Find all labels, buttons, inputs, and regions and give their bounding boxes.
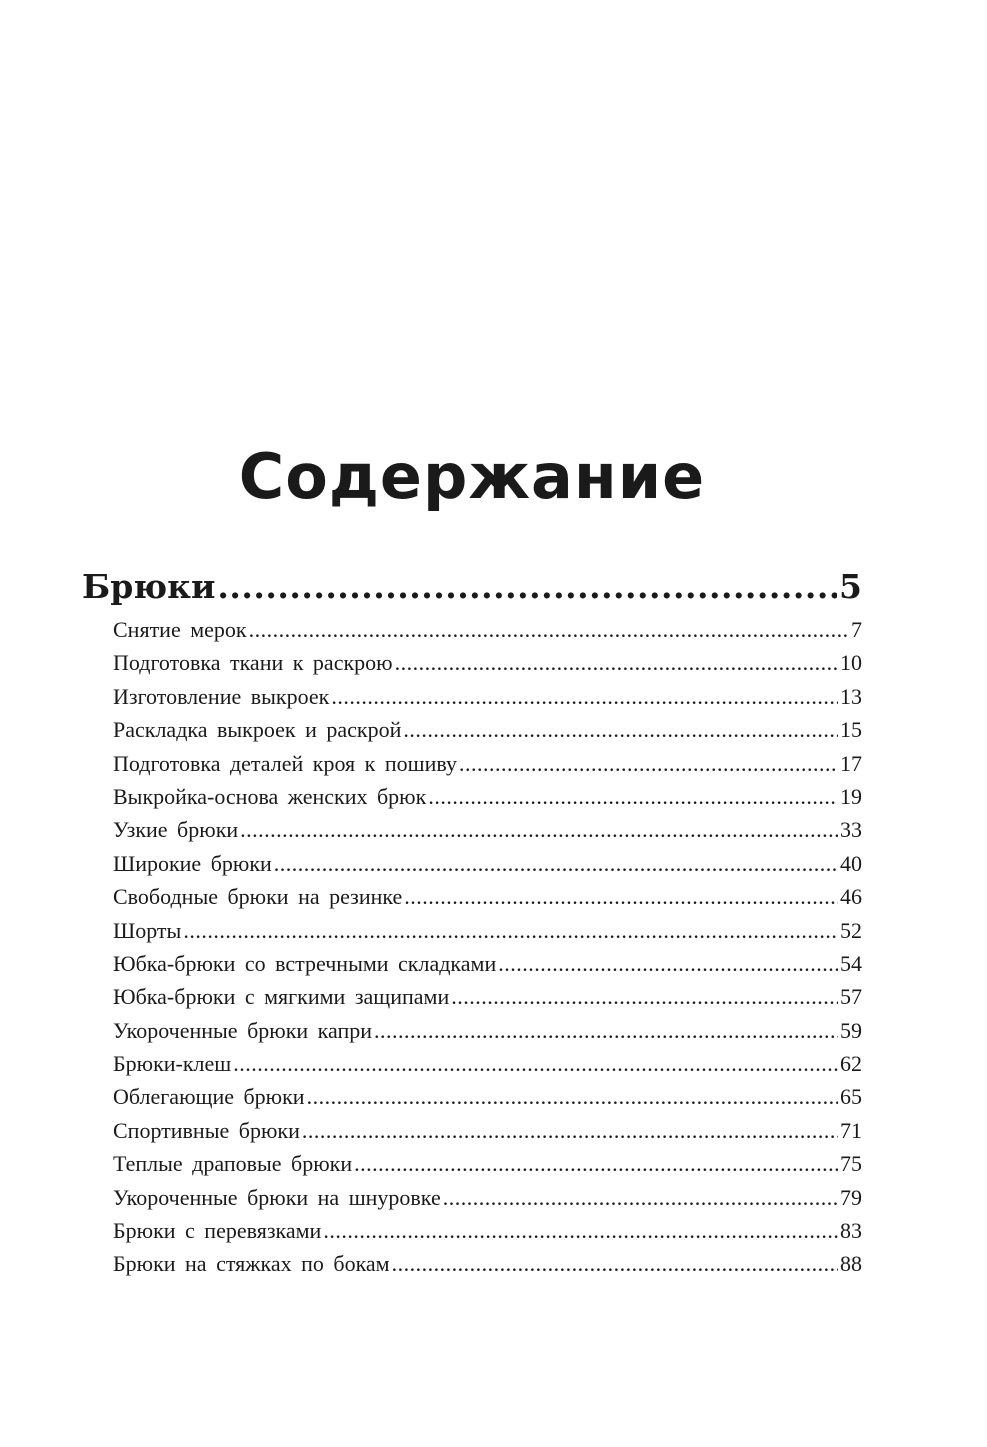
- toc-section-page: 5: [839, 567, 862, 606]
- toc-entry[interactable]: [82, 884, 862, 917]
- toc-entry-page: 46: [840, 884, 862, 910]
- toc-entry-title: Укороченные брюки капри: [113, 1017, 373, 1043]
- toc-entry-title: Подготовка деталей кроя к пошиву: [113, 750, 457, 776]
- page-title: Содержание: [238, 440, 706, 513]
- toc-entry-title: Узкие брюки: [113, 817, 239, 843]
- toc-dot-leader: [395, 650, 838, 676]
- toc-entry-page: 57: [840, 984, 862, 1010]
- toc-entry-page: 59: [840, 1017, 862, 1043]
- toc-entry[interactable]: [82, 984, 862, 1017]
- toc-entry-page: 54: [840, 950, 862, 976]
- toc-dot-leader: [249, 617, 849, 643]
- toc-dot-leader: [240, 817, 838, 843]
- toc-entry-page: 88: [840, 1251, 862, 1277]
- toc-entry[interactable]: [82, 1018, 862, 1051]
- toc-dot-leader: [428, 784, 838, 810]
- toc-dot-leader: [274, 851, 838, 877]
- toc-dot-leader: [374, 1018, 838, 1044]
- toc-entry-title: Теплые драповые брюки: [113, 1151, 353, 1177]
- toc-entry-page: 79: [840, 1184, 862, 1210]
- toc-entry-title: Шорты: [113, 917, 182, 943]
- toc-entry-title: Облегающие брюки: [113, 1084, 305, 1110]
- toc-entry-title: Спортивные брюки: [113, 1117, 300, 1143]
- toc-entry[interactable]: [82, 1218, 862, 1251]
- toc-entry-title: Выкройка-основа женских брюк: [113, 783, 427, 809]
- toc-entry-page: 65: [840, 1084, 862, 1110]
- toc-entry-title: Укороченные брюки на шнуровке: [113, 1184, 441, 1210]
- toc-entry-page: 33: [840, 817, 862, 843]
- toc-dot-leader: [302, 1118, 838, 1144]
- toc-entry-page: 10: [840, 650, 862, 676]
- toc-entry-title: Юбка-брюки с мягкими защипами: [113, 984, 450, 1010]
- toc-entry-page: 71: [840, 1117, 862, 1143]
- toc-dot-leader: [451, 984, 838, 1010]
- table-of-contents: [82, 567, 862, 1285]
- toc-dot-leader: [217, 567, 837, 606]
- toc-entry[interactable]: [82, 650, 862, 683]
- toc-entry-title: Широкие брюки: [113, 850, 272, 876]
- toc-entry-title: Юбка-брюки со встречными складками: [113, 950, 497, 976]
- toc-dot-leader: [354, 1151, 838, 1177]
- toc-dot-leader: [392, 1251, 838, 1277]
- toc-entry-title: Брюки на стяжках по бокам: [113, 1251, 390, 1277]
- toc-entry-title: Подготовка ткани к раскрою: [113, 650, 393, 676]
- toc-entry[interactable]: [82, 1151, 862, 1184]
- toc-entry-page: 7: [851, 617, 862, 642]
- toc-entry[interactable]: [82, 717, 862, 750]
- toc-entry[interactable]: [82, 1251, 862, 1284]
- toc-entry-title: Раскладка выкроек и раскрой: [113, 717, 402, 743]
- toc-entry[interactable]: [82, 851, 862, 884]
- toc-section-heading[interactable]: [82, 567, 862, 617]
- toc-entry-title: Изготовление выкроек: [113, 683, 330, 709]
- toc-entry-page: 13: [840, 683, 862, 709]
- toc-entry[interactable]: [82, 751, 862, 784]
- toc-dot-leader: [331, 684, 838, 710]
- toc-entry[interactable]: [82, 1118, 862, 1151]
- toc-dot-leader: [183, 918, 838, 944]
- toc-entry-page: 52: [840, 917, 862, 943]
- toc-entry-page: 62: [840, 1051, 862, 1077]
- toc-dot-leader: [459, 751, 838, 777]
- toc-entry-page: 83: [840, 1218, 862, 1244]
- toc-entry[interactable]: [82, 684, 862, 717]
- toc-entry[interactable]: [82, 617, 862, 650]
- toc-entry-title: Снятие мерок: [113, 617, 247, 642]
- toc-entry-title: Брюки-клеш: [113, 1051, 232, 1077]
- toc-entry-page: 19: [840, 783, 862, 809]
- toc-entry[interactable]: [82, 918, 862, 951]
- toc-entry-page: 17: [840, 750, 862, 776]
- toc-entry-page: 15: [840, 717, 862, 743]
- toc-dot-leader: [307, 1084, 838, 1110]
- toc-entry-page: 40: [840, 850, 862, 876]
- toc-entry[interactable]: [82, 1185, 862, 1218]
- toc-dot-leader: [498, 951, 838, 977]
- toc-dot-leader: [403, 717, 838, 743]
- toc-section-title: Брюки: [82, 567, 216, 606]
- toc-dot-leader: [233, 1051, 838, 1077]
- toc-entry[interactable]: [82, 1051, 862, 1084]
- toc-entry-title: Свободные брюки на резинке: [113, 884, 403, 910]
- toc-dot-leader: [404, 884, 838, 910]
- toc-entry-title: Брюки с перевязками: [113, 1218, 322, 1244]
- toc-dot-leader: [443, 1185, 838, 1211]
- toc-entry-page: 75: [840, 1151, 862, 1177]
- toc-dot-leader: [323, 1218, 838, 1244]
- toc-entry[interactable]: [82, 951, 862, 984]
- toc-entry[interactable]: [82, 1084, 862, 1117]
- toc-entry[interactable]: [82, 817, 862, 850]
- toc-entry[interactable]: [82, 784, 862, 817]
